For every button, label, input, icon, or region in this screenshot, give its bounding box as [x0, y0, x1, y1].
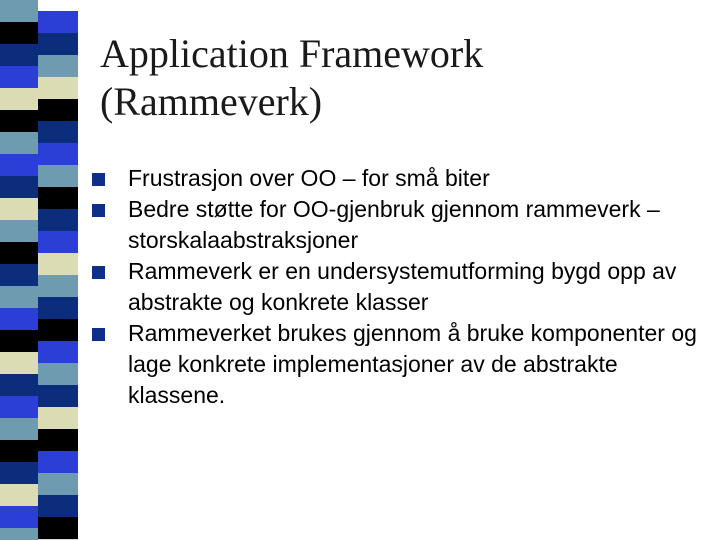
stripe-block [0, 440, 38, 462]
stripe-block [38, 165, 78, 187]
stripe-block [38, 121, 78, 143]
bullet-item [90, 318, 700, 411]
slide-title-line-2: (Rammeverk) [100, 79, 323, 124]
stripe-block [38, 473, 78, 495]
stripe-block [38, 143, 78, 165]
stripe-block [0, 198, 38, 220]
stripe-block [38, 209, 78, 231]
bullet-item [90, 163, 700, 194]
bullet-text: Frustrasjon over OO – for små biter [128, 165, 490, 191]
stripe-block [0, 462, 38, 484]
stripe-block [0, 484, 38, 506]
stripe-block [38, 385, 78, 407]
stripe-block [38, 275, 78, 297]
stripe-block [0, 506, 38, 528]
bullet-item [90, 256, 700, 318]
slide-title-line-1: Application Framework [100, 31, 484, 76]
bullet-text: Rammeverk er en undersystemutforming bygd opp av abstrakte og konkrete klasser [128, 258, 677, 315]
stripe-block [38, 495, 78, 517]
stripe-block [0, 264, 38, 286]
square-bullet-icon [92, 266, 105, 279]
decorative-stripe [0, 0, 78, 540]
stripe-block [38, 297, 78, 319]
stripe-block [38, 517, 78, 539]
stripe-block [0, 286, 38, 308]
square-bullet-icon [92, 173, 105, 186]
stripe-block [0, 132, 38, 154]
stripe-block [38, 341, 78, 363]
stripe-block [38, 231, 78, 253]
stripe-block [38, 253, 78, 275]
stripe-block [38, 187, 78, 209]
stripe-block [0, 374, 38, 396]
bullet-item [90, 194, 700, 256]
stripe-block [0, 44, 38, 66]
stripe-block [0, 176, 38, 198]
bullet-text: Bedre støtte for OO-gjenbruk gjennom rammeverk – storskalaabstraksjoner [128, 196, 660, 253]
stripe-block [0, 154, 38, 176]
bullet-list [90, 163, 700, 411]
stripe-block [38, 11, 78, 33]
stripe-block [0, 0, 38, 22]
stripe-block [0, 88, 38, 110]
stripe-block [38, 33, 78, 55]
bullet-text: Rammeverket brukes gjennom å bruke komponenter og lage konkrete implementasjoner av de abstrakte klassene. [128, 320, 697, 408]
stripe-block [0, 330, 38, 352]
stripe-block [38, 451, 78, 473]
stripe-block [0, 308, 38, 330]
square-bullet-icon [92, 328, 105, 341]
stripe-block [0, 22, 38, 44]
square-bullet-icon [92, 204, 105, 217]
stripe-block [38, 55, 78, 77]
stripe-block [0, 110, 38, 132]
stripe-block [0, 66, 38, 88]
stripe-block [38, 407, 78, 429]
stripe-block [38, 99, 78, 121]
stripe-block [38, 319, 78, 341]
stripe-block [38, 429, 78, 451]
stripe-block [38, 363, 78, 385]
slide-title [100, 30, 700, 126]
stripe-block [0, 528, 38, 540]
stripe-block [0, 220, 38, 242]
stripe-block [38, 77, 78, 99]
stripe-block [0, 396, 38, 418]
stripe-block [0, 418, 38, 440]
stripe-block [0, 242, 38, 264]
stripe-block [0, 352, 38, 374]
